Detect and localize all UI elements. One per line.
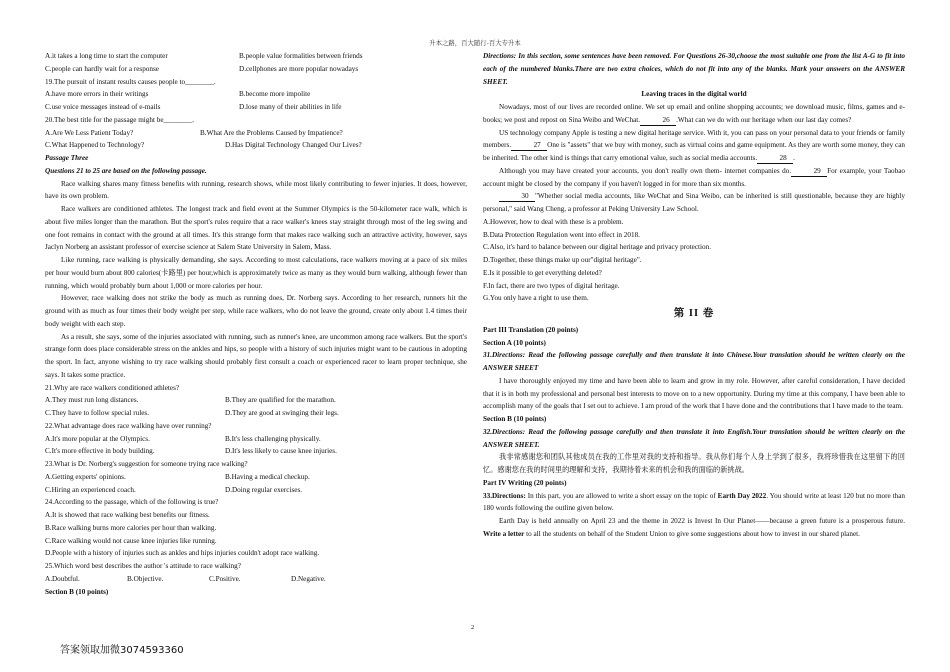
choice: B.Data Protection Regulation went into effect in 2018. (483, 230, 640, 239)
paragraph-text: "Whether social media accounts, like WeChat and Sina Weibo, can be inherited is still questionable, because they are highly personal," said Wang Cheng, a professor at Peking University Law School. (483, 192, 905, 213)
option: C.What Happened to Technology? (45, 141, 145, 150)
q19-options-ab (45, 88, 467, 101)
passage-three-directions: Questions 21 to 25 are based on the following passage. (45, 166, 207, 175)
q33-prompt-text: to all the students on behalf of the Student Union to give some suggestions about how to invest in our shared planet. (524, 529, 860, 538)
option: D.Doing regular exercises. (225, 485, 303, 494)
q33-letter: Write a letter (483, 529, 525, 538)
question-23: 23.What is Dr. Norberg's suggestion for someone trying race walking? (45, 460, 248, 468)
option: D.Negative. (291, 574, 326, 583)
option: A.It's more popular at the Olympics. (45, 434, 150, 443)
q18-options-ab (45, 50, 467, 63)
section-a-heading: Section A (10 points) (483, 338, 546, 347)
option: A.They must run long distances. (45, 396, 139, 405)
section-b-directions: Directions: In this section, some sentences have been removed. For Questions 26-30,choose the most suitable one from the list A-G to fit into each of the numbered blanks.There are two extra choices, which do not fit into any of the blanks. Mark your answers on the ANSWER SHEET. (483, 52, 905, 86)
option: B.become more impolite (239, 90, 311, 99)
page-header: 升本之路，百大随行-百大专升本 (429, 40, 521, 47)
left-column (45, 50, 467, 598)
option: C.Hiring an experienced coach. (45, 485, 136, 494)
passage-paragraph: However, race walking does not strike the body as much as running does, Dr. Norberg says. According to her research, runners hit the ground with as much as four times their body weight per step, while race walkers, who do not leave the ground, create only about 1.4 times their body weight with each step. (45, 294, 467, 328)
passage-paragraph (483, 127, 905, 165)
paragraph-text: For example, your Taobao account might be closed by the company if you haven't logged in for more than six months. (483, 166, 905, 188)
option: A.It is showed that race walking best benefits our fitness. (45, 511, 210, 519)
q22-options-cd (45, 445, 467, 458)
choice: A.However, how to deal with these is a problem. (483, 217, 624, 226)
volume-two-heading: 第 II 卷 (673, 308, 715, 319)
question-22: 22.What advantage does race walking have over running? (45, 421, 212, 430)
option: A.Doubtful. (45, 574, 80, 583)
option: D.Has Digital Technology Changed Our Lives? (225, 141, 362, 150)
option: D.They are good at swinging their legs. (225, 409, 339, 417)
option: D.People with a history of injuries such as ankles and hips injuries couldn't adopt race walking. (45, 549, 320, 558)
q21-options-cd (45, 407, 467, 420)
option: B.What Are the Problems Caused by Impatience? (200, 128, 343, 137)
option: B.Having a medical checkup. (225, 472, 310, 481)
q32-passage: 我非常感谢您和团队其他成员在我的工作里对我的支持和指导。我从你们每个人身上学到了很多，我将珍惜我在这里留下的回忆。感谢您在我的时间里的理解和支持，我期待着未来的机会和我的面临的新挑战。 (483, 453, 905, 474)
option: D.cellphones are more popular nowadays (239, 64, 359, 73)
option: B.people value formalities between friends (239, 52, 363, 60)
blank-27: 27 (511, 141, 547, 151)
option: C.people can hardly wait for a response (45, 64, 159, 73)
option: A.Getting experts' opinions. (45, 472, 126, 481)
option: B.Objective. (127, 574, 164, 583)
paragraph-text: One is "assets" that we buy with money, such as virtual coins and game equipment. As they are worth some money, they can be inherited. The other kind is things that carry emotional value, such as social media accounts. (483, 141, 905, 162)
passage-paragraph: Race walkers are conditioned athletes. The longest track and field event at the Summer Olympics is the 50-kilometer race walk, which is about five miles longer than the marathon. But the sport's rules require that a race walker's knees stay straight through most of the leg swing and one foot remains in contact with the ground at all times. It's this strange form that makes race walking such an attractive activity, however, says Jaclyn Norberg an assistant professor of exercise science at Salem State University in Salem, Mass. (45, 205, 467, 252)
q33-directions (483, 490, 905, 516)
option: A.have more errors in their writings (45, 90, 149, 99)
section-b-heading: Section B (10 points) (45, 587, 109, 596)
part-four-heading: Part IV Writing (20 points) (483, 478, 567, 487)
passage-title: Leaving traces in the digital world (641, 90, 747, 99)
passage-paragraph: Like running, race walking is physically demanding, she says. According to most calculations, race walkers moving at a pace of six miles per hour would burn about 800 calories(卡路里) per hour,which is approximately twice as many as they would burn walking, although fewer than running, which would probably burn about 1,000 or more calories per hour. (45, 256, 467, 290)
blank-30: 30 (499, 192, 535, 202)
q33-text: In this part, you are allowed to write a short essay on the topic of (525, 491, 718, 500)
passage-paragraph: Race walking shares many fitness benefits with running, research shows, while most likely contributing to fewer injuries. It does, however, have its own problem. (45, 179, 467, 201)
question-20: 20.The best title for the passage might be________. (45, 115, 195, 124)
q23-options-ab (45, 471, 467, 484)
q33-topic: Earth Day 2022 (717, 491, 767, 500)
right-column (483, 50, 905, 541)
option: D.It's less likely to cause knee injuries. (225, 447, 337, 456)
question-25: 25.Which word best describes the author 's attitude to race walking? (45, 562, 241, 570)
paragraph-text: .What can we do with our heritage when our last day comes? (676, 115, 852, 124)
footer-note: 答案领取加微3074593360 (60, 645, 184, 656)
q21-options-ab (45, 394, 467, 407)
option: C.Race walking would not cause knee injuries like running. (45, 536, 217, 545)
paragraph-text: US technology company Apple is testing a new digital heritage service. With it, you can pass on your personal data to your friends or family members. (483, 128, 905, 150)
period: . (793, 154, 795, 162)
choice: D.Together, these things make up our"digital heritage". (483, 256, 642, 264)
question-24: 24.According to the passage, which of the following is true? (45, 498, 219, 507)
passage-paragraph (483, 165, 905, 191)
q20-options-cd (45, 139, 467, 152)
choice: F.In fact, there are two types of digital heritage. (483, 281, 620, 290)
blank-28: 28 (757, 154, 793, 164)
question-21: 21.Why are race walkers conditioned athletes? (45, 383, 180, 392)
q31-passage: I have thoroughly enjoyed my time and have been able to learn and grow in my role. However, after careful consideration, I have decided that it is in both my professional and personal best interests to move on to a new opportunity. During my time at this company, I have been able to accomplish many of the goals that I set out to achieve. I am proud of the work that I have done and the contributions that I have made to the team. (483, 376, 905, 411)
q33-text: . You should write at least 120 but no more than 180 words following the outline given below. (483, 491, 905, 513)
q19-options-cd (45, 101, 467, 114)
blank-26: 26 (640, 116, 676, 126)
q32-directions: 32.Directions: Read the following passage carefully and then translate it into English.Your translation should be written clearly on the ANSWER SHEET. (483, 427, 905, 449)
option: B.They are qualified for the marathon. (225, 396, 336, 405)
page-number: 2 (471, 624, 475, 631)
q20-options-ab (45, 127, 467, 140)
section-b-heading: Section B (10 points) (483, 415, 547, 423)
passage-three-title: Passage Three (45, 154, 89, 162)
q33-prompt (483, 515, 905, 541)
option: C.They have to follow special rules. (45, 409, 149, 417)
part-three-heading: Part III Translation (20 points) (483, 325, 579, 334)
q31-directions: 31.Directions: Read the following passage carefully and then translate it into Chinese.Your translation should be written clearly on the ANSWER SHEET (483, 351, 905, 372)
choice: C.Also, it's hard to balance between our digital heritage and privacy protection. (483, 243, 712, 252)
blank-29: 29 (791, 167, 827, 177)
q18-options-cd (45, 63, 467, 76)
option: D.lose many of their abilities in life (239, 103, 342, 111)
passage-paragraph (483, 190, 905, 216)
passage-paragraph: As a result, she says, some of the injuries associated with running, such as runner's knee, are uncommon among race walkers. But the sport's strange form does place considerable stress on the ankles and hips, so people with a history of such injuries might want to be cautious in adopting the sport. In fact, anyone wishing to try race walking should probably first consult a coach or experienced racer to learn proper technique, she says. It takes some practice. (45, 332, 467, 379)
paragraph-text: Although you may have created your accounts, you don't really own them- internet companies do. (499, 166, 792, 175)
option: C.Positive. (209, 574, 241, 583)
q22-options-ab (45, 433, 467, 446)
q23-options-cd (45, 484, 467, 497)
q33-label: 33.Directions: (483, 491, 526, 500)
paragraph-text: Nowadays, most of our lives are recorded online. We set up email and online shopping accounts; we download music, films, games and e-books; we post and repost on Sina Weibo and WeChat. (483, 103, 905, 124)
option: A.it takes a long time to start the computer (45, 52, 168, 60)
q33-prompt-text: Earth Day is held annually on April 23 and the theme in 2022 is Invest In Our Planet——because a green future is a prosperous future. (499, 517, 905, 525)
option: C.It's more effective in body building. (45, 447, 155, 456)
option: B.It's less challenging physically. (225, 434, 321, 443)
passage-paragraph (483, 101, 905, 127)
choice: G.You only have a right to use them. (483, 294, 589, 303)
option: A.Are We Less Patient Today? (45, 128, 134, 137)
option: B.Race walking burns more calories per hour than walking. (45, 523, 217, 532)
q25-options (45, 573, 467, 586)
option: C.use voice messages instead of e-mails (45, 103, 161, 111)
choice: E.Is it possible to get everything deleted? (483, 268, 602, 277)
question-19: 19.The pursuit of instant results causes people to________. (45, 77, 216, 86)
